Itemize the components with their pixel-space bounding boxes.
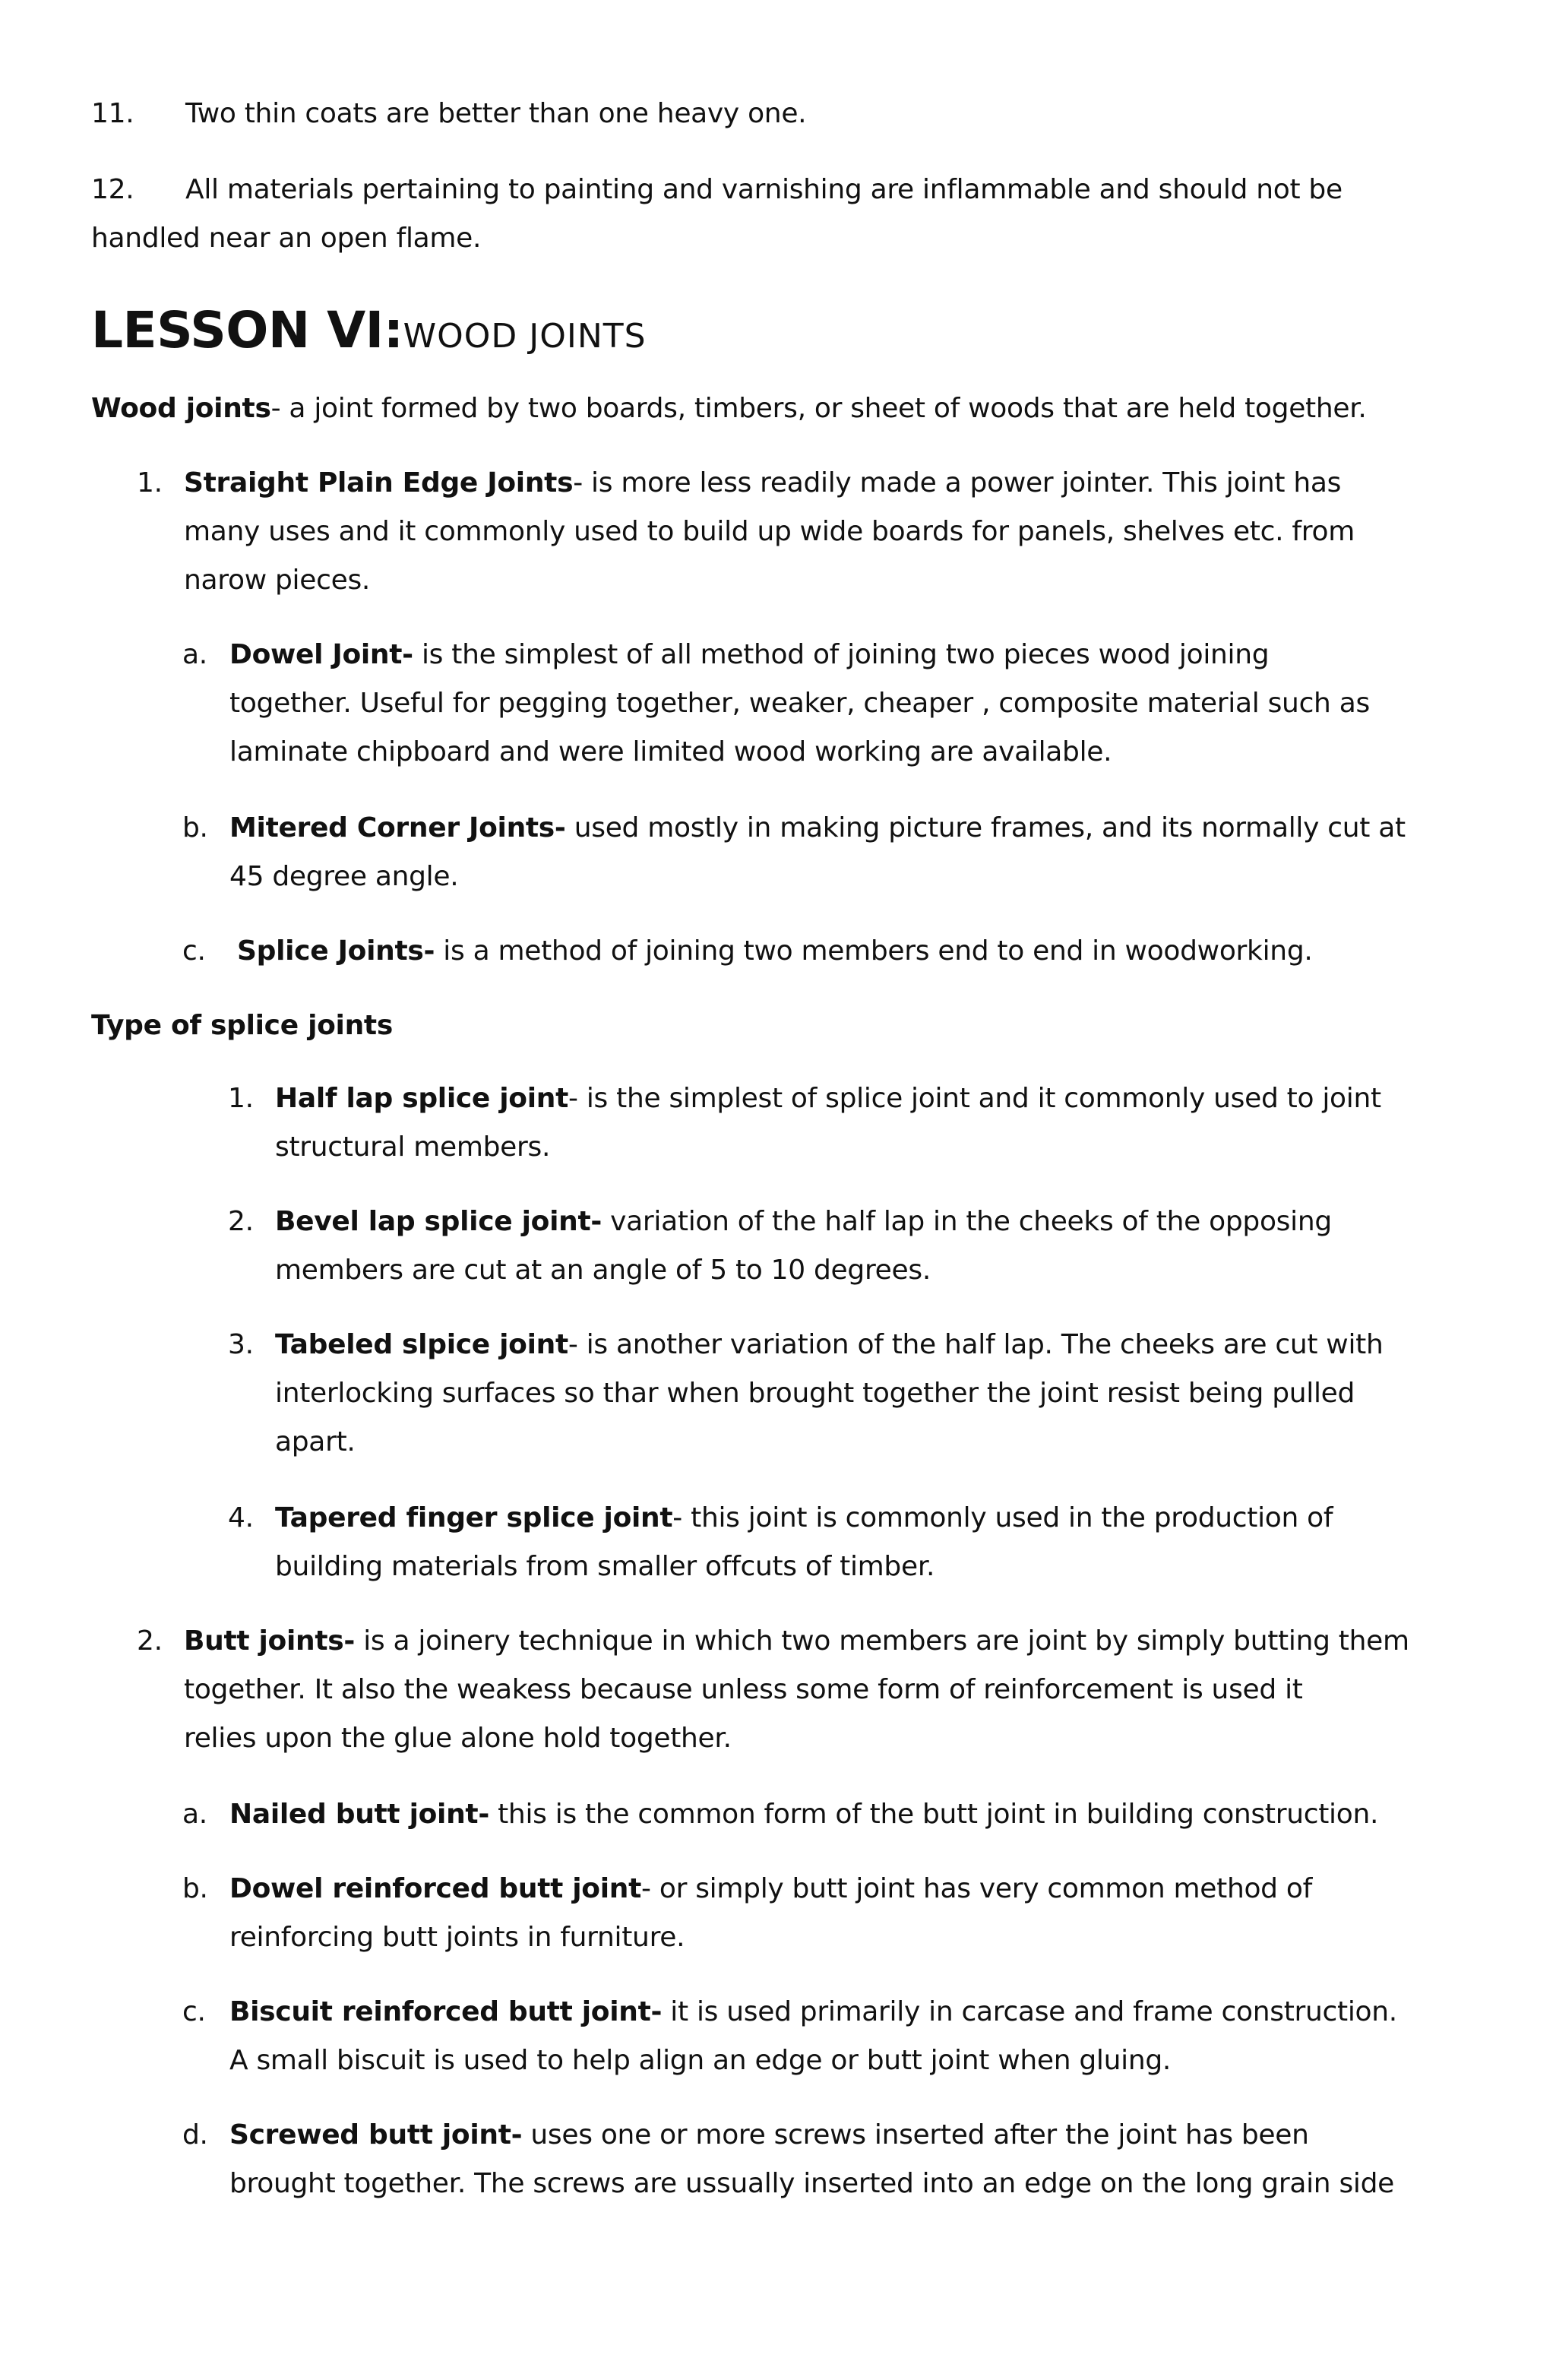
subsection-term: Dowel reinforced butt joint — [229, 1873, 642, 1904]
section-1-straight-plain-edge — [137, 459, 1355, 605]
section-text-line: many uses and it commonly used to build up wide boards for panels, shelves etc. from — [184, 516, 1355, 547]
subsection-letter: b. — [182, 1873, 208, 1904]
subsection-text-line: reinforcing butt joints in furniture. — [229, 1922, 685, 1953]
list-number: 2. — [228, 1206, 254, 1237]
subsection-text-line: is a method of joining two members end to end in woodworking. — [435, 935, 1313, 967]
list-text-line: interlocking surfaces so thar when brought together the joint resist being pulled — [275, 1378, 1355, 1409]
item-number: 11. — [91, 98, 134, 129]
splice-type-2-bevel-lap — [228, 1198, 1332, 1295]
subsection-text-line: brought together. The screws are ussually inserted into an edge on the long grain side — [229, 2168, 1395, 2199]
splice-type-4-tapered-finger — [228, 1494, 1333, 1591]
list-text-line: - this joint is commonly used in the production of — [672, 1502, 1333, 1533]
item-text: Two thin coats are better than one heavy one. — [185, 98, 807, 129]
list-text-line: building materials from smaller offcuts of timber. — [275, 1551, 935, 1582]
lesson-heading — [91, 296, 647, 378]
section-text-line: relies upon the glue alone hold together. — [184, 1723, 732, 1754]
list-number: 1. — [228, 1083, 254, 1114]
subsection-letter: a. — [182, 1799, 207, 1830]
subsection-text-line: uses one or more screws inserted after the joint has been — [522, 2119, 1309, 2151]
list-text-line: - is another variation of the half lap. The cheeks are cut with — [568, 1329, 1384, 1360]
splice-types-heading: Type of splice joints — [91, 1010, 393, 1041]
subsection-1b-mitered-corner — [182, 804, 1406, 901]
item-12 — [91, 166, 1343, 263]
list-term: Bevel lap splice joint- — [275, 1206, 602, 1237]
definition-term: Wood joints — [91, 393, 271, 424]
item-number: 12. — [91, 174, 134, 205]
wood-joints-definition — [91, 385, 1367, 433]
subsection-term: Splice Joints- — [237, 935, 435, 967]
list-text-line: structural members. — [275, 1131, 551, 1163]
subsection-1c-splice-joints — [182, 927, 1313, 976]
splice-type-3-tabeled — [228, 1321, 1384, 1467]
subsection-letter: d. — [182, 2119, 208, 2151]
section-number: 2. — [137, 1625, 163, 1657]
subsection-letter: b. — [182, 812, 208, 843]
subsection-letter: a. — [182, 639, 207, 670]
list-text-line: members are cut at an angle of 5 to 10 degrees. — [275, 1255, 931, 1286]
subsection-text-line: used mostly in making picture frames, and its normally cut at — [565, 812, 1406, 843]
subsection-text-line: - or simply butt joint has very common method of — [641, 1873, 1312, 1904]
subsection-text-line: is the simplest of all method of joining two pieces wood joining — [413, 639, 1270, 670]
subsection-2b-dowel-reinforced — [182, 1865, 1312, 1962]
list-term: Tapered finger splice joint — [275, 1502, 673, 1533]
section-text-line: together. It also the weakess because unless some form of reinforcement is used it — [184, 1674, 1303, 1705]
section-text-line: narow pieces. — [184, 565, 371, 596]
subsection-text-line: 45 degree angle. — [229, 861, 459, 892]
subsection-letter: c. — [182, 1996, 206, 2027]
list-term: Half lap splice joint — [275, 1083, 569, 1114]
subsection-letter: c. — [182, 935, 206, 967]
subsection-text-line: laminate chipboard and were limited wood working are available. — [229, 736, 1112, 767]
list-number: 3. — [228, 1329, 254, 1360]
list-text-line: - is the simplest of splice joint and it commonly used to joint — [568, 1083, 1381, 1114]
subsection-text-line: it is used primarily in carcase and frame construction. — [662, 1996, 1397, 2027]
subsection-text-line: this is the common form of the butt joint in building construction. — [489, 1799, 1379, 1830]
section-term: Butt joints- — [184, 1625, 356, 1657]
list-text-line: apart. — [275, 1426, 356, 1457]
item-text-line: All materials pertaining to painting and varnishing are inflammable and should not be — [185, 174, 1343, 205]
subsection-term: Mitered Corner Joints- — [229, 812, 566, 843]
list-number: 4. — [228, 1502, 254, 1533]
subsection-text-line: A small biscuit is used to help align an edge or butt joint when gluing. — [229, 2045, 1172, 2076]
splice-type-1-half-lap — [228, 1074, 1381, 1172]
list-term: Tabeled slpice joint — [275, 1329, 568, 1360]
lesson-label: LESSON VI: — [91, 301, 403, 359]
item-11 — [91, 90, 806, 138]
item-text-line: handled near an open flame. — [91, 223, 482, 254]
section-2-butt-joints — [137, 1617, 1409, 1763]
subsection-1a-dowel-joint — [182, 631, 1370, 777]
subsection-term: Dowel Joint- — [229, 639, 413, 670]
subsection-text-line: together. Useful for pegging together, weaker, cheaper , composite material such as — [229, 688, 1370, 719]
subsection-2a-nailed-butt — [182, 1790, 1378, 1839]
section-text-line: - is more less readily made a power jointer. This joint has — [573, 467, 1342, 498]
list-text-line: variation of the half lap in the cheeks of the opposing — [602, 1206, 1332, 1237]
subsection-term: Biscuit reinforced butt joint- — [229, 1996, 663, 2027]
section-number: 1. — [137, 467, 163, 498]
subsection-term: Screwed butt joint- — [229, 2119, 523, 2151]
definition-text: - a joint formed by two boards, timbers, or sheet of woods that are held together. — [270, 393, 1367, 424]
section-text-line: is a joinery technique in which two members are joint by simply butting them — [355, 1625, 1409, 1657]
lesson-title: WOOD JOINTS — [403, 317, 647, 356]
subsection-2c-biscuit-reinforced — [182, 1988, 1397, 2085]
subsection-term: Nailed butt joint- — [229, 1799, 489, 1830]
subsection-2d-screwed-butt — [182, 2111, 1394, 2208]
section-term: Straight Plain Edge Joints — [184, 467, 574, 498]
